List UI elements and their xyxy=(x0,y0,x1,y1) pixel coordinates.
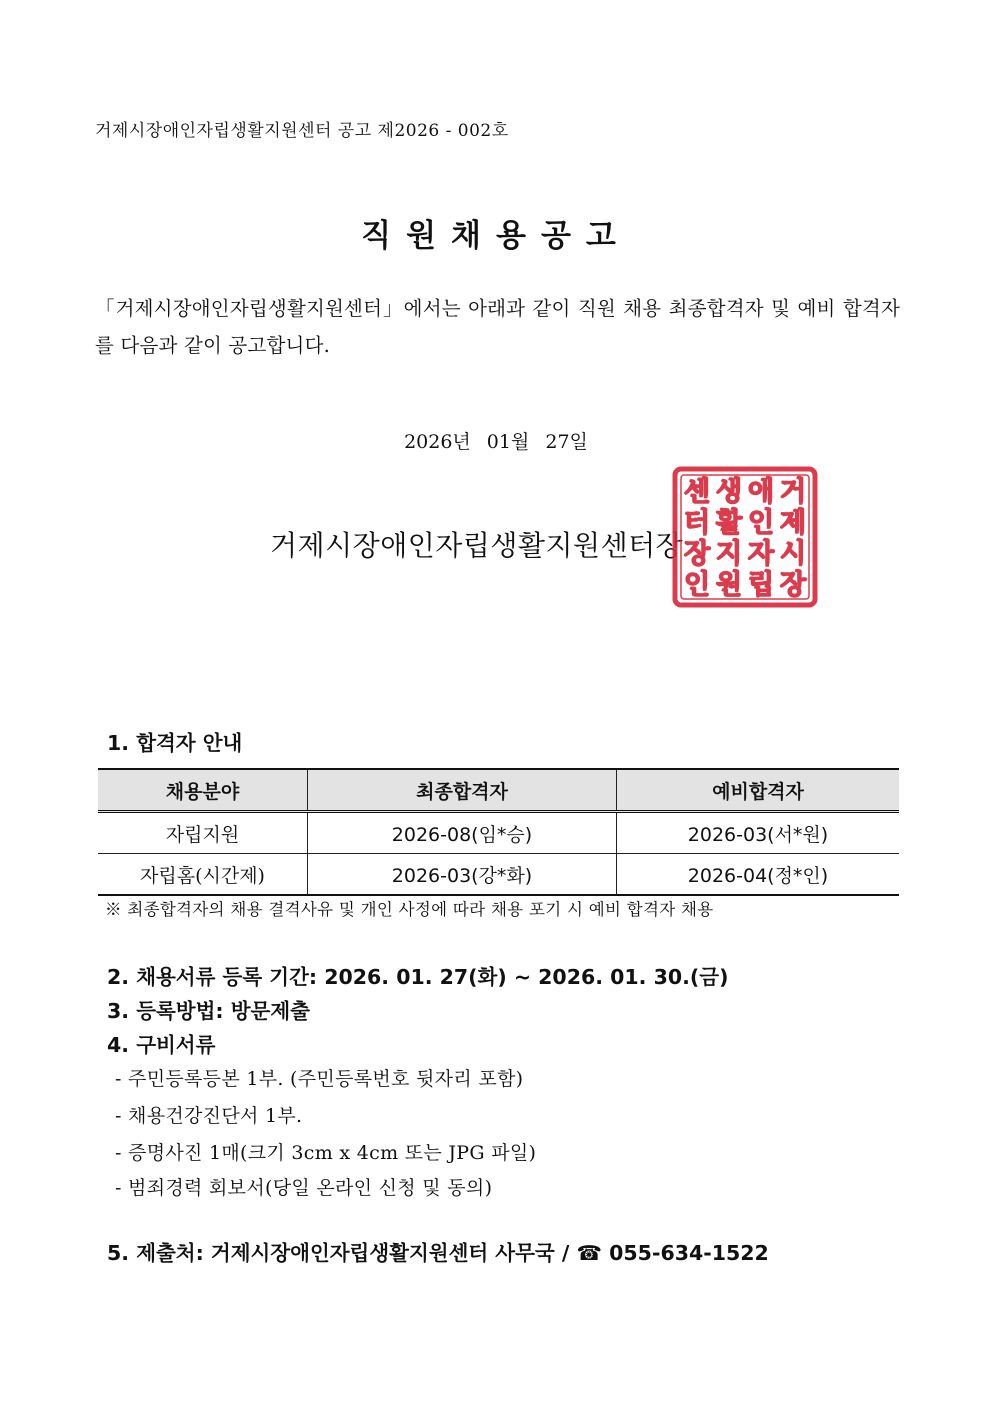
section-heading-period: 2. 채용서류 등록 기간: 2026. 01. 27(화) ~ 2026. 01. 30.(금) xyxy=(107,965,729,989)
seal-character: 거 xyxy=(779,476,807,508)
column-header-final: 최종합격자 xyxy=(308,769,617,812)
table-cell-final: 2026-03(강*화) xyxy=(308,854,617,896)
results-table xyxy=(98,768,899,896)
seal-character: 시 xyxy=(779,538,807,570)
section-heading-documents: 4. 구비서류 xyxy=(107,1033,216,1057)
seal-character: 활 xyxy=(715,507,743,539)
document-item: - 범죄경력 회보서(당일 온라인 신청 및 동의) xyxy=(115,1177,493,1199)
document-item: - 주민등록등본 1부. (주민등록번호 뒷자리 포함) xyxy=(115,1068,524,1090)
table-header-row xyxy=(98,769,899,812)
seal-character: 애 xyxy=(747,476,775,508)
announcement-date: 2026년 01월 27일 xyxy=(404,431,588,453)
seal-character: 지 xyxy=(715,538,743,570)
table-cell-field: 자립홈(시간제) xyxy=(98,854,308,896)
seal-character: 장 xyxy=(779,569,807,601)
seal-character: 립 xyxy=(747,569,775,601)
seal-character: 생 xyxy=(715,476,743,508)
section-heading-results: 1. 합격자 안내 xyxy=(107,731,243,755)
official-seal-icon xyxy=(672,466,818,608)
table-cell-final: 2026-08(임*승) xyxy=(308,812,617,854)
seal-character: 장 xyxy=(683,538,711,570)
table-row xyxy=(98,812,899,854)
table-row xyxy=(98,854,899,896)
column-header-field: 채용분야 xyxy=(98,769,308,812)
table-note: ※ 최종합격자의 채용 결격사유 및 개인 사정에 따라 채용 포기 시 예비 합격자 채용 xyxy=(105,900,714,919)
document-item: - 증명사진 1매(크기 3cm x 4cm 또는 JPG 파일) xyxy=(115,1142,537,1164)
seal-character: 원 xyxy=(715,569,743,601)
document-item: - 채용건강진단서 1부. xyxy=(115,1105,303,1127)
seal-character: 센 xyxy=(683,476,711,508)
seal-character: 자 xyxy=(747,538,775,570)
issuer-name: 거제시장애인자립생활지원센터장 xyxy=(270,529,684,562)
seal-character: 제 xyxy=(779,507,807,539)
intro-paragraph: 「거제시장애인자립생활지원센터」에서는 아래과 같이 직원 채용 최종합격자 및 예비 합격자를 다음과 같이 공고합니다. xyxy=(95,297,900,357)
column-header-reserve: 예비합격자 xyxy=(617,769,900,812)
seal-character: 터 xyxy=(683,507,711,539)
table-cell-reserve: 2026-03(서*원) xyxy=(617,812,900,854)
document-title: 직원채용공고 xyxy=(361,218,631,254)
seal-character: 인 xyxy=(747,507,775,539)
table-cell-reserve: 2026-04(정*인) xyxy=(617,854,900,896)
seal-character: 인 xyxy=(683,569,711,601)
notice-number: 거제시장애인자립생활지원센터 공고 제2026 - 002호 xyxy=(95,121,509,141)
table-cell-field: 자립지원 xyxy=(98,812,308,854)
section-heading-contact: 5. 제출처: 거제시장애인자립생활지원센터 사무국 / ☎ 055-634-1522 xyxy=(107,1241,769,1265)
section-heading-method: 3. 등록방법: 방문제출 xyxy=(107,999,310,1023)
